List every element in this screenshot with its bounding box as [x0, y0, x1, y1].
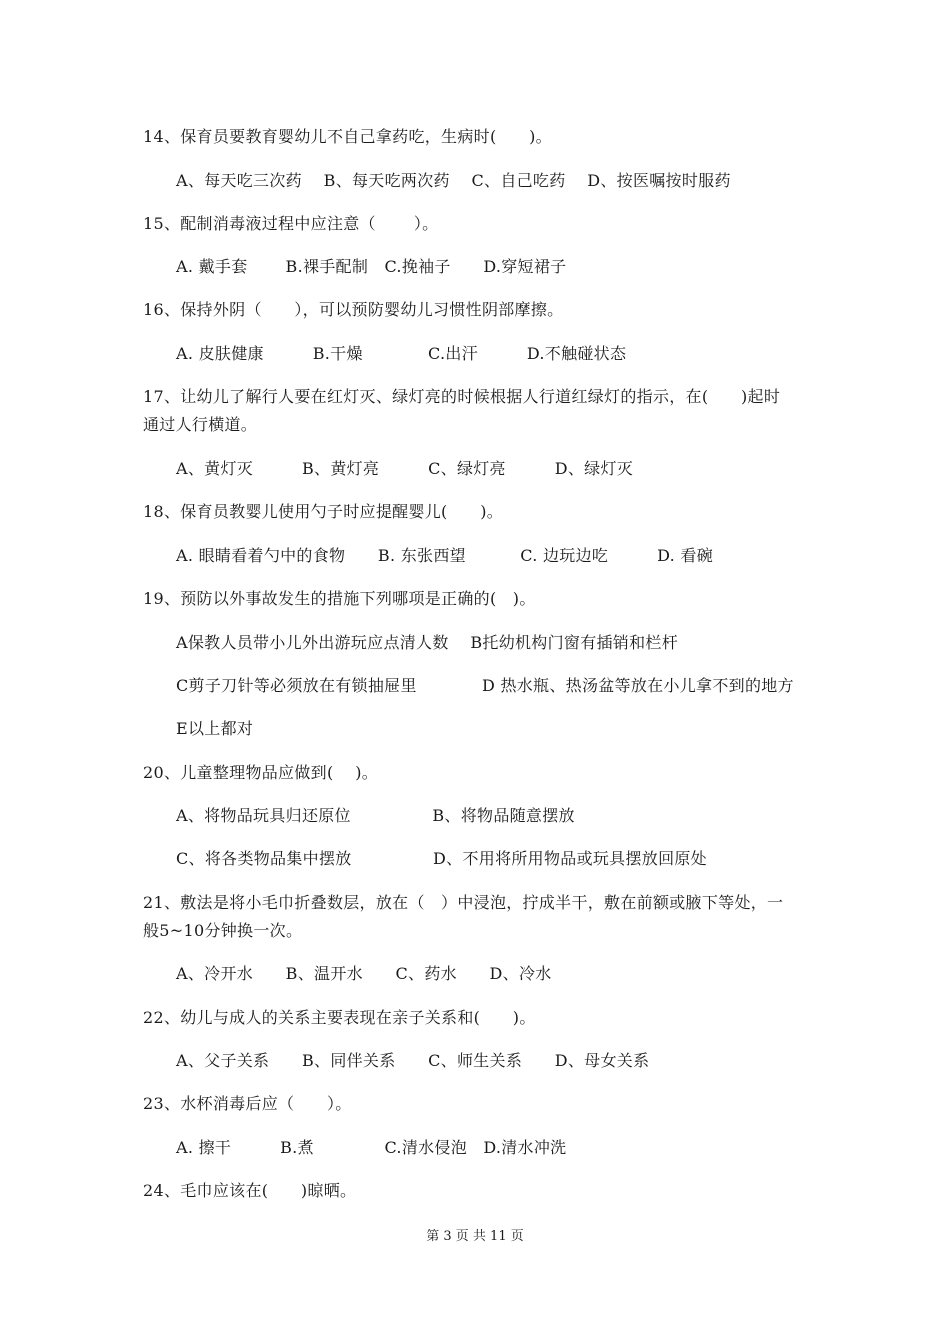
question-20-stem: 20、儿童整理物品应做到( )。 [143, 763, 379, 782]
question-21-stem-continued: 般5~10分钟换一次。 [143, 921, 303, 940]
question-17-stem-continued: 通过人行横道。 [143, 415, 258, 434]
question-19-stem: 19、预防以外事故发生的措施下列哪项是正确的( )。 [143, 589, 536, 608]
question-23-stem: 23、水杯消毒后应（ ）。 [143, 1094, 352, 1113]
question-21-stem: 21、敷法是将小毛巾折叠数层，放在（ ）中浸泡，拧成半干，敷在前额或腋下等处，一 [143, 893, 784, 912]
question-20-option-line-1: A、将物品玩具归还原位 B、将物品随意摆放 [176, 806, 575, 825]
question-18-options: A. 眼睛看着勺中的食物 B. 东张西望 C. 边玩边吃 D. 看碗 [176, 546, 714, 565]
question-17-options: A、黄灯灭 B、黄灯亮 C、绿灯亮 D、绿灯灭 [176, 459, 634, 478]
question-14-stem: 14、保育员要教育婴幼儿不自己拿药吃，生病时( )。 [143, 127, 552, 146]
question-17-stem: 17、让幼儿了解行人要在红灯灭、绿灯亮的时候根据人行道红绿灯的指示，在( )起时 [143, 387, 781, 406]
page-number-footer: 第 3 页 共 11 页 [426, 1229, 524, 1244]
question-19-option-line-2: C剪子刀针等必须放在有锁抽屉里 D 热水瓶、热汤盆等放在小儿拿不到的地方 [176, 676, 794, 695]
question-16-stem: 16、保持外阴（ ），可以预防婴幼儿习惯性阴部摩擦。 [143, 300, 564, 319]
question-15-options: A. 戴手套 B.裸手配制 C.挽袖子 D.穿短裙子 [176, 257, 567, 276]
question-16-options: A. 皮肤健康 B.干燥 C.出汗 D.不触碰状态 [176, 344, 627, 363]
question-20-option-line-2: C、将各类物品集中摆放 D、不用将所用物品或玩具摆放回原处 [176, 849, 707, 868]
question-22-options: A、父子关系 B、同伴关系 C、师生关系 D、母女关系 [176, 1051, 650, 1070]
question-24-stem: 24、毛巾应该在( )晾晒。 [143, 1181, 357, 1200]
question-21-options: A、冷开水 B、温开水 C、药水 D、冷水 [176, 964, 552, 983]
question-22-stem: 22、幼儿与成人的关系主要表现在亲子关系和( )。 [143, 1008, 536, 1027]
question-14-options: A、每天吃三次药 B、每天吃两次药 C、自己吃药 D、按医嘱按时服药 [176, 171, 731, 190]
question-18-stem: 18、保育员教婴儿使用勺子时应提醒婴儿( )。 [143, 502, 504, 521]
question-15-stem: 15、配制消毒液过程中应注意（ ）。 [143, 214, 439, 233]
question-23-options: A. 擦干 B.煮 C.清水侵泡 D.清水冲洗 [176, 1138, 567, 1157]
question-19-option-line-3: E以上都对 [176, 719, 254, 738]
question-19-option-line-1: A保教人员带小儿外出游玩应点清人数 B托幼机构门窗有插销和栏杆 [176, 633, 678, 652]
